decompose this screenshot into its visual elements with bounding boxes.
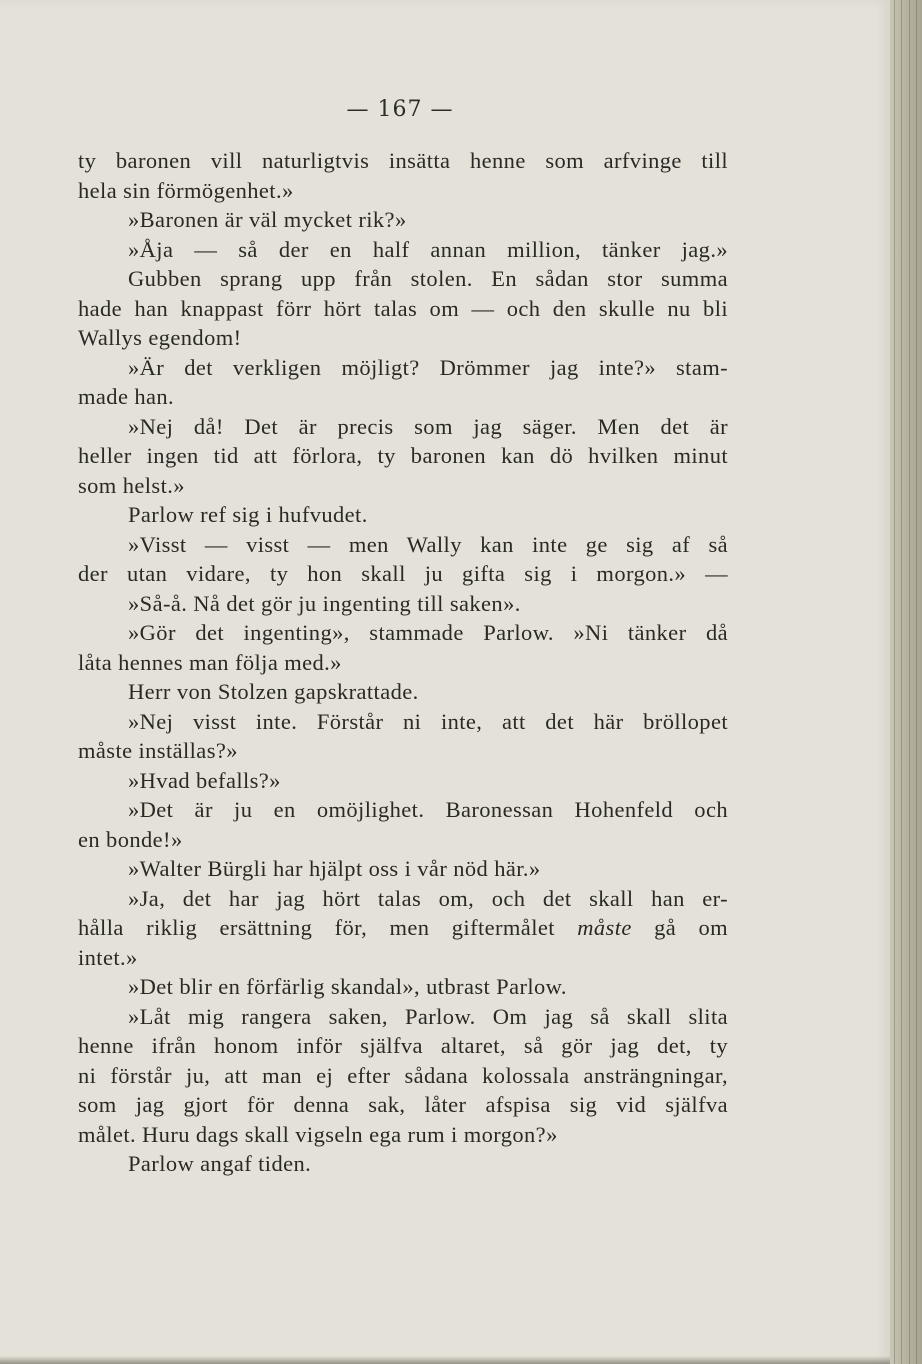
text-line: ni förstår ju, att man ej efter sådana kolossala ansträngningar, [78,1062,728,1088]
text-line: intet.» [78,944,138,970]
edge-line [901,0,902,1364]
body-text [78,146,728,1179]
text-line: måste inställas?» [78,738,238,763]
text-line: »Walter Bürgli har hjälpt oss i vår nöd här.» [128,856,541,881]
text-line: som helst.» [78,472,185,498]
page-bottom-shadow [0,1356,890,1364]
text-line: »Nej visst inte. Förstår ni inte, att det här bröllopet [128,708,728,734]
text-line: »Är det verkligen möjligt? Drömmer jag inte?» stam- [128,354,728,380]
text-line: låta hennes man följa med.» [78,649,342,675]
text-line: »Gör det ingenting», stammade Parlow. »Ni tänker då [128,620,728,645]
text-line: heller ingen tid att förlora, ty baronen kan dö hvilken minut [78,443,728,468]
text-line: »Låt mig rangera saken, Parlow. Om jag så skall slita [128,1003,728,1029]
text-line: made han. [78,384,175,409]
line-text-after: gå om [631,915,728,940]
line-text-before: hålla riklig ersättning för, men giftermålet [78,915,578,940]
text-line: »Ja, det har jag hört talas om, och det skall han er- [128,885,728,911]
text-line: »Det blir en förfärlig skandal», utbrast Parlow. [128,974,567,999]
text-line: Wallys egendom! [78,325,242,350]
text-line: »Visst — visst — men Wally kan inte ge sig af så [128,531,728,557]
edge-line [909,0,910,1364]
text-line: en bonde!» [78,826,183,852]
book-edge [890,0,922,1364]
text-line: Gubben sprang upp från stolen. En sådan stor summa [128,266,728,291]
text-line: »Åja — så der en half annan million, tänker jag.» [128,236,728,262]
text-line: »Så-å. Nå det gör ju ingenting till saken». [128,590,521,616]
text-line: hela sin förmögenhet.» [78,177,294,203]
text-line: målet. Huru dags skall vigseln ega rum i morgon?» [78,1121,558,1147]
edge-line [916,0,917,1364]
text-line: Parlow ref sig i hufvudet. [128,502,368,527]
text-line: hade han knappast förr hört talas om — och den skulle nu bli [78,295,728,321]
text-line: »Det är ju en omöjlighet. Baronessan Hohenfeld och [128,797,728,822]
edge-line [894,0,895,1364]
text-line: Herr von Stolzen gapskrattade. [128,679,419,704]
line-text-emphasis: måste [577,915,632,940]
text-line: der utan vidare, ty hon skall ju gifta sig i morgon.» — [78,561,728,586]
page-number: — 167 — [346,97,454,122]
text-line: »Hvad befalls?» [128,767,281,793]
text-line: Parlow angaf tiden. [128,1151,312,1176]
text-line: »Nej då! Det är precis som jag säger. Men det är [128,413,728,439]
text-line: som jag gjort för denna sak, låter afspisa sig vid själfva [78,1092,728,1117]
text-line: »Baronen är väl mycket rik?» [128,207,407,232]
text-line-emphasis [78,913,728,943]
text-line: henne ifrån honom inför själfva altaret, så gör jag det, ty [78,1033,728,1058]
text-line: ty baronen vill naturligtvis insätta henne som arfvinge till [78,148,728,173]
